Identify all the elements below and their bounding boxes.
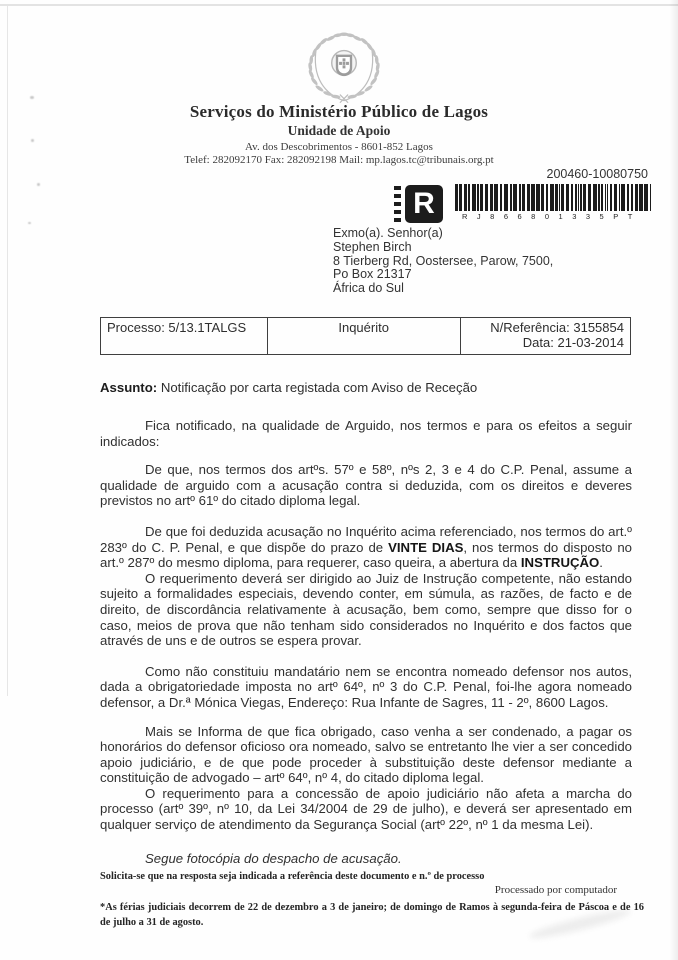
paragraph-arguido: De que, nos termos dos artºs. 57º e 58º, nºs 2, 3 e 4 do C.P. Penal, assume a qualidade de arguido com a acusação contra si deduzida, com os direitos e deveres previstos no artº 61º do citado diploma legal.: [100, 462, 632, 509]
org-address: Av. dos Descobrimentos - 8601-852 Lagos: [245, 141, 433, 153]
table-cell-processo: Processo: 5/13.1TALGS: [101, 318, 268, 354]
footer-processed-by: Processado por computador: [494, 884, 617, 896]
letter-body: [100, 418, 632, 866]
paragraph-acusacao-text: , nos termos do disposto no art.º 287º do mesmo diploma, para requerer, caso queira, a abertura da: [100, 539, 632, 571]
barcode: [455, 184, 651, 221]
subject-text: Notificação por carta registada com Aviso de Receção: [157, 380, 478, 395]
scan-speck: [37, 183, 40, 186]
org-unit: Unidade de Apoio: [287, 123, 391, 138]
paragraph-apoio-judiciario: O requerimento para a concessão de apoio judiciário não afeta a marcha do processo (artº 39º, nº 10, da Lei 34/2004 de 29 de julho), e deverá ser apresentado em qualquer serviço de atendimento da Segurança Social (artº 22º, nº 1 da mesma Lei).: [100, 785, 632, 833]
barcode-code: RJ866801335PT: [462, 212, 642, 221]
letterhead: [0, 102, 678, 166]
subject-line: [100, 380, 477, 395]
table-cell-referencia: [461, 318, 630, 354]
scan-edge-top: [0, 4, 678, 6]
scan-speck: [28, 222, 31, 224]
paragraph-requerimento: O requerimento deverá ser dirigido ao Juiz de Instrução competente, não estando sujeito a formalidades especiais, devendo conter, em súmula, as razões, de facto e de direito, de discordância relativamente à acusação, bem como, sempre que disso for o caso, meios de prova que não tenham sido considerados no Inquérito e dos factos que através de uns e de outros se espera provar.: [100, 570, 632, 649]
recipient-address-block: [333, 227, 553, 296]
portugal-coat-of-arms-icon: [299, 31, 389, 107]
paragraph-notification: Fica notificado, na qualidade de Arguido, nos termos e para os efeitos a seguir indicados:: [100, 418, 632, 449]
subject-label: Assunto:: [100, 380, 158, 395]
org-contacts: Telef: 282092170 Fax: 282092198 Mail: mp.lagos.tc@tribunais.org.pt: [184, 154, 494, 166]
footer-note-reference: Solicita-se que na resposta seja indicada a referência deste documento e n.º de processo: [100, 871, 485, 882]
recipient-address-line1: 8 Tierberg Rd, Oostersee, Parow, 7500,: [333, 253, 554, 268]
recipient-salutation: Exmo(a). Senhor(a): [333, 226, 443, 240]
footer-note-ferias: *As férias judiciais decorrem de 22 de dezembro a 3 de janeiro; de domingo de Ramos à segunda-feira de Páscoa e de 16 de julho a 31 de agosto.: [100, 902, 644, 928]
paragraph-honorarios: Mais se Informa de que fica obrigado, caso venha a ser condenado, a pagar os honorários do defensor oficioso ora nomeado, salvo se entretanto lhe vier a ser concedido apoio judiciário, e de que pode proceder à substituição deste defensor mediante a constituição de advogado – artº 64º, nº 4, do citado diploma legal.: [100, 723, 632, 786]
paragraph-acusacao-text: De que foi deduzida acusação no Inquérito acima referenciado, nos termos do art.º 283º do C. P. Penal, e que dispõe do prazo de: [100, 523, 632, 555]
vinte-dias-emphasis: VINTE DIAS: [388, 539, 464, 555]
registered-mail-dots: [394, 185, 401, 223]
recipient-country: África do Sul: [333, 281, 404, 296]
paragraph-acusacao: [100, 524, 632, 571]
closing-line: Segue fotocópia do despacho de acusação.: [145, 850, 402, 866]
reference-date: Data: 21-03-2014: [522, 335, 624, 350]
table-cell-inquerito: Inquérito: [268, 318, 461, 354]
recipient-address-line2: Po Box 21317: [333, 267, 412, 282]
paragraph-acusacao-text: .: [599, 555, 603, 571]
recipient-name: Stephen Birch: [333, 239, 412, 254]
document-number: 200460-10080750: [546, 167, 648, 181]
barcode-bars: [455, 184, 651, 211]
registered-mail-icon: [394, 185, 443, 223]
reference-number: N/Referência: 3155854: [490, 320, 624, 335]
paragraph-defensor: Como não constituiu mandatário nem se encontra nomeado defensor nos autos, dada a obrigatoriedade imposta no artº 64º, nº 3 do C.P. Penal, foi-lhe agora nomeado defensor, a Dr.ª Mónica Viegas, Endereço: Rua Infante de Sagres, 11 - 2º, 8600 Lagos.: [100, 663, 632, 710]
org-name: Serviços do Ministério Público de Lagos: [189, 102, 489, 121]
scan-speck: [30, 96, 34, 99]
registered-mail-r-symbol: R: [405, 185, 443, 223]
instrucao-emphasis: INSTRUÇÃO: [520, 555, 600, 571]
reference-table: [100, 317, 631, 355]
